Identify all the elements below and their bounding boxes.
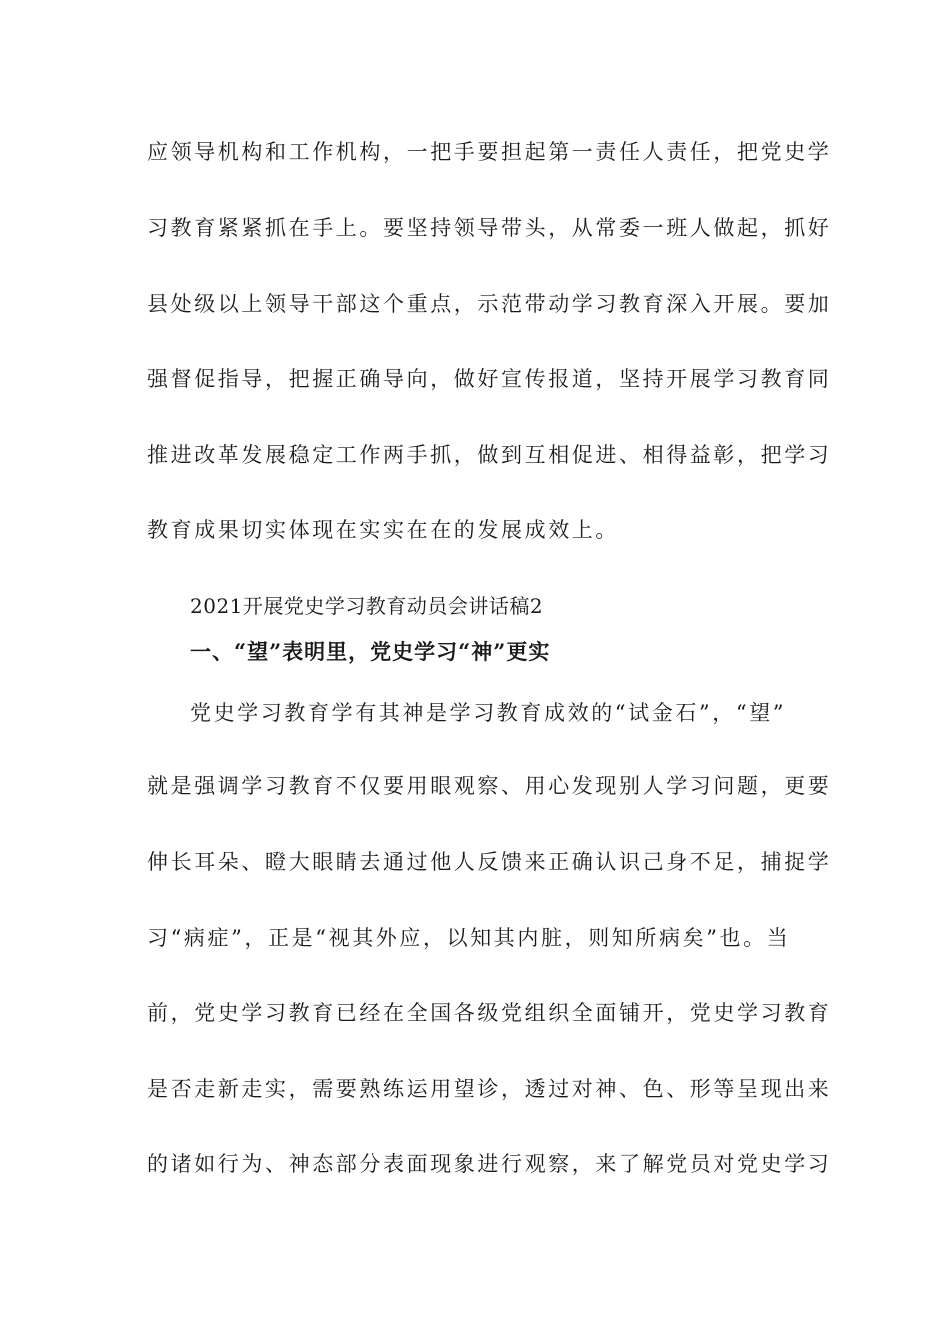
paragraph-line: 强督促指导，把握正确导向，做好宣传报道，坚持开展学习教育同 [147,367,832,391]
paragraph-line: 习教育紧紧抓在手上。要坚持领导带头，从常委一班人做起，抓好 [147,216,832,240]
paragraph-line: 党史学习教育学有其神是学习教育成效的“试金石”，“望” [190,701,787,725]
paragraph-line: 应领导机构和工作机构，一把手要担起第一责任人责任，把党史学 [147,140,832,164]
paragraph-line: 前，党史学习教育已经在全国各级党组织全面铺开，党史学习教育 [147,1001,832,1025]
paragraph-line: 的诸如行为、神态部分表面现象进行观察，来了解党员对党史学习 [147,1152,832,1176]
paragraph-line: 教育成果切实体现在实实在在的发展成效上。 [147,518,619,542]
section-title: 2021开展党史学习教育动员会讲话稿2 [190,594,544,618]
paragraph-line: 伸长耳朵、瞪大眼睛去通过他人反馈来正确认识己身不足，捕捉学 [147,850,832,874]
paragraph-line: 习“病症”，正是“视其外应，以知其内脏，则知所病矣”也。当 [147,926,791,950]
section-heading: 一、“望”表明里，党史学习“神”更实 [190,639,551,664]
paragraph-line: 就是强调学习教育不仅要用眼观察、用心发现别人学习问题，更要 [147,774,832,798]
paragraph-line: 是否走新走实，需要熟练运用望诊，透过对神、色、形等呈现出来 [147,1077,832,1101]
paragraph-line: 县处级以上领导干部这个重点，示范带动学习教育深入开展。要加 [147,292,832,316]
paragraph-line: 推进改革发展稳定工作两手抓，做到互相促进、相得益彰，把学习 [147,443,832,467]
